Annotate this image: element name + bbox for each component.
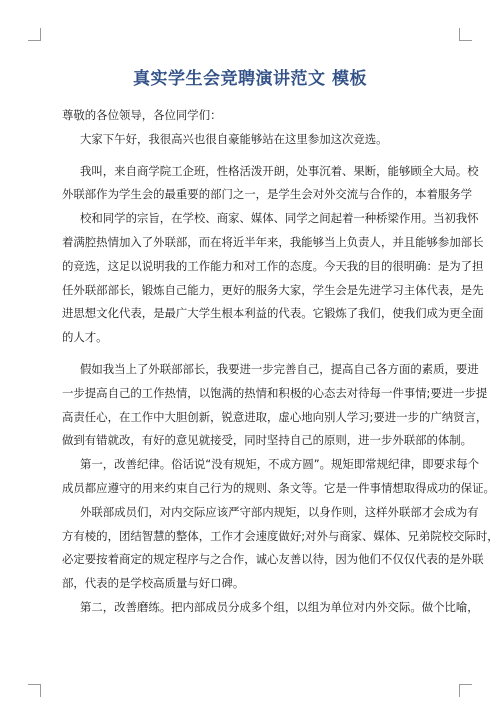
text-line: 必定要按着商定的规定程序与之合作，诚心友善以待，因为他们不仅仅代表的是外联 (62, 552, 484, 567)
document-body (62, 104, 499, 620)
text-line: 做到有错就改，有好的意见就接受，同时坚持自己的原则，进一步外联部的体制。 (62, 433, 473, 448)
text-line: 着满腔热情加入了外联部，而在将近半年来，我能够当上负责人，并且能够参加部长 (62, 234, 484, 249)
text-line: 进思想文化代表，是最广大学生根本利益的代表。它锻炼了我们，使我们成为更全面 (62, 306, 484, 321)
crop-mark-top-left (28, 28, 41, 41)
crop-mark-bottom-left (28, 684, 41, 697)
text-line: 的竞选，这足以说明我的工作能力和对工作的态度。今天我的目的很明确：是为了担 (62, 258, 484, 273)
text-line: 方有棱的，团结智慧的整体，工作才会速度做好;对外与商家、媒体、兄弟院校交际时， (62, 528, 499, 543)
paragraph-gap (62, 350, 440, 358)
text-line: 的人才。 (62, 330, 108, 345)
crop-mark-bottom-right (459, 684, 472, 697)
salutation-line: 尊敬的各位领导，各位同学们： (62, 108, 222, 122)
text-line: 假如我当上了外联部部长，我要进一步完善自己，提高自己各方面的素质，要进 (80, 361, 479, 376)
document-title: 真实学生会竞聘演讲范文 模板 (133, 69, 367, 89)
paragraph-gap (62, 152, 440, 160)
text-line: 外联部作为学生会的最重要的部门之一，是学生会对外交流与合作的，本着服务学 (62, 187, 473, 202)
text-line: 我叫，来自商学院工企班，性格活泼开朗，处事沉着、果断，能够顾全大局。校 (80, 163, 479, 178)
text-line: 外联部成员们，对内交际应该严守部内规矩，以身作则，这样外联部才会成为有 (80, 504, 479, 519)
text-line: 一步提高自己的工作热情，以饱满的热情和积极的心态去对待每一件事情;要进一步提 (62, 385, 488, 400)
crop-mark-top-right (459, 28, 472, 41)
text-line: 任外联部部长，锻炼自己能力，更好的服务大家，学生会是先进学习主体代表，是先 (62, 282, 484, 297)
text-line: 第二，改善磨练。把内部成员分成多个组，以组为单位对内外交际。做个比喻， (80, 599, 479, 614)
text-line: 校和同学的宗旨，在学校、商家、媒体、同学之间起着一种桥梁作用。当初我怀 (80, 211, 479, 226)
greeting-line: 大家下午好，我很高兴也很自豪能够站在这里参加这次竞选。 (80, 131, 388, 146)
text-line: 第一，改善纪律。俗话说“没有规矩，不成方圆”。规矩即常规纪律，即要求每个 (80, 457, 480, 472)
text-line: 部，代表的是学校高质量与好口碑。 (62, 576, 245, 591)
text-line: 高责任心，在工作中大胆创新，锐意进取，虚心地向别人学习;要进一步的广纳贤言， (62, 409, 488, 424)
text-line: 成员都应遵守的用来约束自己行为的规则、条文等。它是一件事情想取得成功的保证。 (62, 480, 495, 495)
